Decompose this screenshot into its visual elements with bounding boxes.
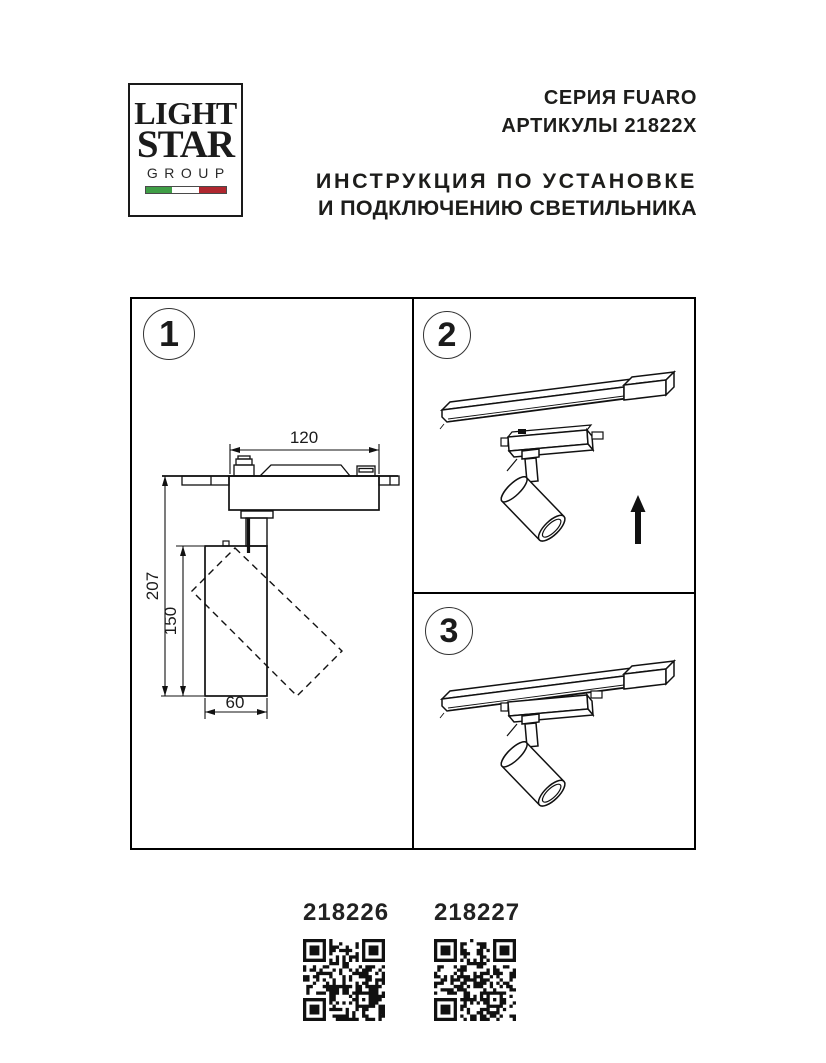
articles-title: АРТИКУЛЫ 21822X	[501, 115, 697, 137]
dimension-total-height	[143, 476, 204, 696]
dimension-body-width	[205, 693, 267, 719]
dimension-body-length	[161, 546, 204, 696]
spotlight-cylinder	[498, 738, 569, 810]
left-clip	[501, 438, 508, 446]
series-title: СЕРИЯ FUARO	[543, 87, 697, 109]
dim-60-label: 60	[225, 693, 245, 712]
track-rail	[440, 372, 674, 429]
panel-step-3	[414, 594, 694, 848]
product-code: 218227	[434, 899, 521, 926]
clip-lever	[507, 459, 517, 471]
up-arrow-icon	[631, 495, 646, 544]
clip-lever	[507, 724, 517, 736]
logo-word-group: GROUP	[146, 165, 231, 181]
right-column	[414, 299, 694, 848]
flag-red-segment	[199, 187, 226, 193]
flag-white-segment	[172, 187, 199, 193]
logo-word-star: STAR	[136, 123, 235, 166]
dim-150-label: 150	[161, 606, 180, 636]
top-connector	[357, 466, 375, 476]
adapter-box	[501, 425, 603, 471]
top-ridge	[260, 465, 350, 476]
installation-drawing-mounted	[414, 594, 694, 848]
dim-120-label: 120	[289, 428, 319, 447]
figure-grid	[130, 297, 696, 850]
top-screw-knob	[234, 456, 254, 476]
lightstar-logo	[128, 83, 243, 217]
series-header	[501, 84, 697, 140]
dim-207-label: 207	[143, 571, 162, 601]
spotlight-cylinder	[205, 546, 267, 696]
instruction-title-line2: И ПОДКЛЮЧЕНИЮ СВЕТИЛЬНИКА	[318, 195, 697, 220]
product-218226	[303, 899, 390, 1026]
spotlight-cylinder	[498, 473, 569, 545]
installation-drawing-detached	[414, 299, 694, 592]
dimension-drawing	[132, 299, 412, 848]
panel-step-2	[414, 299, 694, 594]
left-clip	[501, 703, 508, 711]
instruction-title	[316, 168, 697, 221]
light-fixture	[498, 425, 603, 545]
right-tab	[592, 432, 603, 439]
italian-flag-stripe	[145, 186, 227, 194]
product-code: 218226	[303, 899, 390, 926]
qr-code	[434, 939, 516, 1021]
product-218227	[434, 899, 521, 1026]
step-2-number: 2	[437, 315, 457, 354]
light-fixture	[498, 691, 602, 810]
qr-code	[303, 939, 385, 1021]
right-tab	[591, 691, 602, 698]
instruction-title-line1: ИНСТРУКЦИЯ ПО УСТАНОВКЕ	[315, 169, 697, 193]
adapter-screw	[518, 429, 526, 434]
stem-collar	[241, 511, 273, 518]
side-tabs	[182, 476, 399, 485]
flag-green-segment	[146, 187, 173, 193]
panel-step-1	[132, 299, 414, 848]
logo-word-light: LIGHT	[134, 95, 237, 131]
adapter-body	[229, 476, 379, 510]
step-3-number: 3	[439, 611, 459, 650]
step-1-number: 1	[158, 313, 180, 354]
